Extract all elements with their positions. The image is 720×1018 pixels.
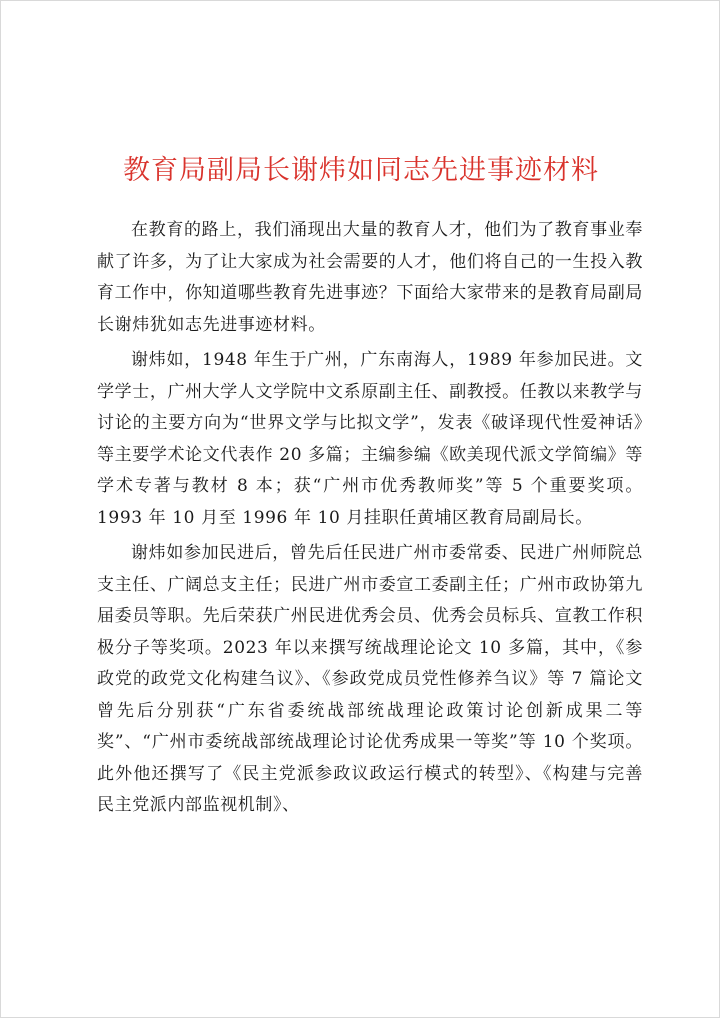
paragraph-party-work: 谢炜如参加民进后，曾先后任民进广州市委常委、民进广州师院总支主任、广阔总支主任；民进广州市委宣工委副主任；广州市政协第九届委员等职。先后荣获广州民进优秀会员、优秀会员标兵、宣教工作积极分子等奖项。2023 年以来撰写统战理论论文 10 多篇，其中，《参政党的政党文化构建刍议》、《参政党成员党性修养刍议》等 7 篇论文曾先后分别获“广东省委统战部统战理论政策讨论创新成果二等奖”、“广州市委统战部统战理论讨论优秀成果一等奖”等 10 个奖项。此外他还撰写了《民主党派参政议政运行模式的转型》、《构建与完善民主党派内部监视机制》、 <box>97 543 643 815</box>
document-body <box>97 215 643 826</box>
paragraph-biography: 谢炜如，1948 年生于广州，广东南海人，1989 年参加民进。文学学士，广州大学人文学院中文系原副主任、副教授。任教以来教学与讨论的主要方向为“世界文学与比拟文学”，发表《破译现代性爱神话》等主要学术论文代表作 20 多篇；主编参编《欧美现代派文学简编》等学术专著与教材 8 本；获“广州市优秀教师奖”等 5 个重要奖项。1993 年 10 月至 1996 年 10 月挂职任黄埔区教育局副局长。 <box>97 350 643 528</box>
document-title: 教育局副局长谢炜如同志先进事迹材料 <box>123 155 599 186</box>
paragraph-intro: 在教育的路上，我们涌现出大量的教育人才，他们为了教育事业奉献了许多，为了让大家成为社会需要的人才，他们将自己的一生投入教育工作中，你知道哪些教育先进事迹？下面给大家带来的是教育局副局长谢炜犹如志先进事迹材料。 <box>97 220 643 335</box>
